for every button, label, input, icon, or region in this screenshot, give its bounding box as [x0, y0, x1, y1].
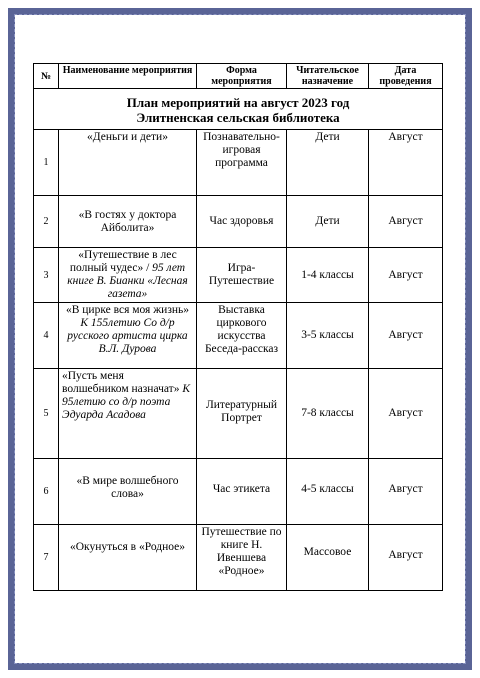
table-row [34, 130, 443, 196]
event-date: Август [369, 303, 443, 369]
title-line-1: План мероприятий на август 2023 год [126, 95, 350, 110]
event-form: Литературный Портрет [197, 369, 287, 459]
event-audience: Дети [287, 196, 369, 248]
event-note: К 95летию со д/р поэта Эдуарда Асадова [62, 383, 190, 421]
event-audience: 1-4 классы [287, 248, 369, 303]
event-date: Август [369, 196, 443, 248]
row-number: 2 [34, 196, 59, 248]
event-name: «В гостях у доктора Айболита» [59, 196, 197, 248]
table-row [34, 303, 443, 369]
event-form: Познавательно-игровая программа [197, 130, 287, 196]
event-audience: 4-5 классы [287, 459, 369, 525]
event-date: Август [369, 369, 443, 459]
event-form: Час этикета [197, 459, 287, 525]
event-date: Август [369, 525, 443, 591]
event-audience: Массовое [287, 525, 369, 591]
event-name: «Путешествие в лес полный чудес» / 95 лет книге В. Бианки «Лесная газета» [59, 248, 197, 303]
event-form: Игра-Путешествие [197, 248, 287, 303]
column-header-form: Форма мероприятия [197, 64, 287, 89]
events-table [33, 63, 443, 591]
table-row [34, 459, 443, 525]
column-header-audience: Читательское назначение [287, 64, 369, 89]
event-date: Август [369, 459, 443, 525]
row-number: 3 [34, 248, 59, 303]
event-audience: 3-5 классы [287, 303, 369, 369]
document-sheet [33, 63, 442, 591]
table-row [34, 248, 443, 303]
table-row [34, 196, 443, 248]
event-audience: 7-8 классы [287, 369, 369, 459]
table-row [34, 525, 443, 591]
event-note: К 155летию Со д/р русского артиста цирка В.Л. Дурова [67, 317, 188, 355]
event-form: Час здоровья [197, 196, 287, 248]
row-number: 6 [34, 459, 59, 525]
event-date: Август [369, 248, 443, 303]
event-name: «Пусть меня волшебником назначат» К 95летию со д/р поэта Эдуарда Асадова [59, 369, 197, 459]
event-name: «В цирке вся моя жизнь» К 155летию Со д/р русского артиста цирка В.Л. Дурова [59, 303, 197, 369]
event-form: Выставка циркового искусства Беседа-рассказ [197, 303, 287, 369]
event-name: «Деньги и дети» [59, 130, 197, 196]
event-note: 95 лет книге В. Бианки «Лесная газета» [67, 262, 188, 300]
row-number: 7 [34, 525, 59, 591]
column-header-name: Наименование мероприятия [59, 64, 197, 89]
event-date: Август [369, 130, 443, 196]
column-header-date: Дата проведения [369, 64, 443, 89]
row-number: 1 [34, 130, 59, 196]
table-title [34, 89, 443, 130]
event-audience: Дети [287, 130, 369, 196]
row-number: 4 [34, 303, 59, 369]
event-name: «В мире волшебного слова» [59, 459, 197, 525]
row-number: 5 [34, 369, 59, 459]
table-row [34, 369, 443, 459]
header-row [34, 64, 443, 89]
title-line-2: Элитненская сельская библиотека [136, 110, 340, 125]
column-header-number: № [34, 64, 59, 89]
event-form: Путешествие по книге Н. Ивеншева «Родное» [197, 525, 287, 591]
event-name: «Окунуться в «Родное» [59, 525, 197, 591]
